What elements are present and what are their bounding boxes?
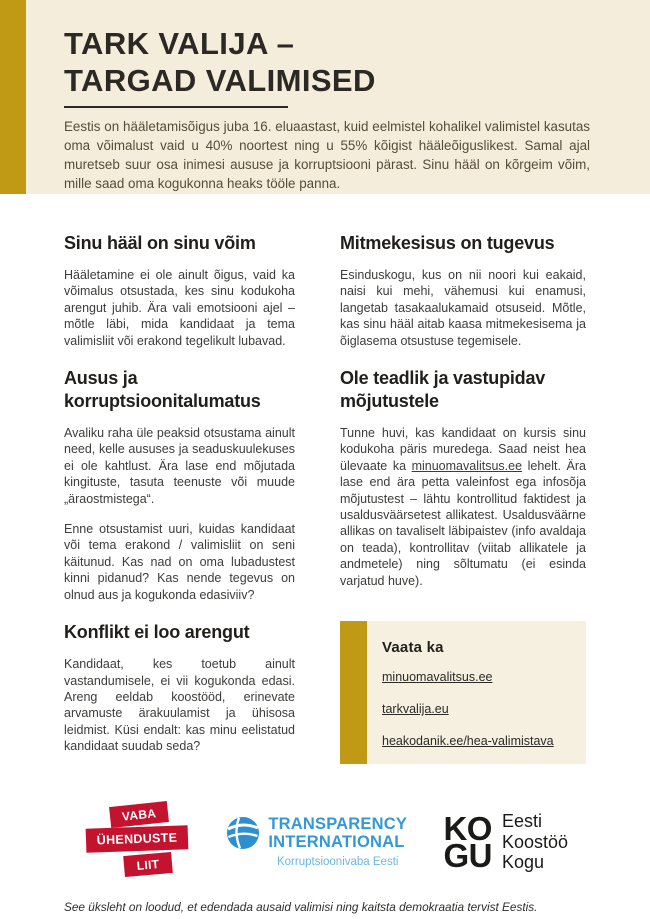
body-text: lehelt. Ära lase end ära petta valeinfost ega infosõja mõjutustest – lähtu kontrollitud faktidest ja usaldusväärsetest allikatest. Usaldusväärne allikas on tavaliselt läbipaistev (info avaldaja on teada), kontrollitav (viitab allikatele ja andmetele) ning sõltumatu (ei esinda varjatud huve). xyxy=(340,458,586,588)
header xyxy=(0,0,650,194)
partner-logos xyxy=(64,800,586,884)
section-heading: Ausus ja korruptsioonitalumatus xyxy=(64,368,261,412)
vaata-ka-heading: Vaata ka xyxy=(382,639,444,657)
section-body: Hääletamine ei ole ainult õigus, vaid ka võimalus otsustada, kes sinu kodukoha arengut juhib. Ära vali emotsiooni ajel – mõtle läbi, mida kandidaat ja tema valimisliit või erakond tegelikult lubavad. xyxy=(64,268,295,348)
section-sinu-haal xyxy=(64,232,295,349)
minuomavalitsus-inline-link[interactable]: minuomavalitsus.ee xyxy=(411,458,523,473)
gold-accent-bar xyxy=(0,0,26,194)
logo-name xyxy=(268,816,407,851)
minuomavalitsus-link[interactable]: minuomavalitsus.ee xyxy=(382,670,493,685)
section-body: Esinduskogu, kus on nii noori kui eakaid, naisi kui mehi, vähemusi kui enamusi, langetab tasakaalukamaid otsuseid. Mõtle, kas sinu hääl aitab kaasa mitmekesisema ja õiglasema otsustuse tegemisele. xyxy=(340,268,586,348)
logo-text xyxy=(502,811,568,873)
page-title-line1: TARK VALIJA – xyxy=(64,26,295,61)
list-item xyxy=(382,732,570,750)
intro-paragraph: Eestis on hääletamisõigus juba 16. eluaastast, kuid eelmistel kohalikel valimistel kasutas oma võimalust vaid u 40% noortest ning u 55% kõigist hääleõiguslikest. Samal ajal muretseb suur osa inimesi aususe ja korruptsiooni pärast. Sinu hääl on kõrgeim võim, mille saad oma kogukonna heaks tööle panna. xyxy=(64,119,590,191)
logo-name-line2: INTERNATIONAL xyxy=(268,832,405,851)
section-body: Kandidaat, kes toetub ainult vastandumisele, ei vii kogukonda edasi. Areng eeldab koostööd, erinevate arvamuste ärakuulamist ja ühisosa leidmist. Küsi endalt: kas minu eelistatud kandidaat suudab seda? xyxy=(64,657,295,754)
list-item xyxy=(382,668,570,686)
gold-accent-side xyxy=(340,621,367,764)
ribbon-band: LIIT xyxy=(123,852,173,877)
heakodanik-link[interactable]: heakodanik.ee/hea-valimistava xyxy=(382,734,554,749)
section-heading: Ole teadlik ja vastupidav mõjutustele xyxy=(340,368,546,412)
section-body: Enne otsustamist uuri, kuidas kandidaat või tema erakond / valimisliit on seni käitunud. Kas nad on oma lubadustest kinni pidanud? Kas nende tegevus on olnud aus ja kogukonda edasiviiv? xyxy=(64,522,295,602)
body-text: Tunne huvi, kas kandidaat on kursis sinu kodukoha päris muredega. Saad neist hea ülevaate ka xyxy=(340,426,586,473)
page-title-line2: TARGAD VALIMISED xyxy=(64,63,376,98)
logo-name-line1: TRANSPARENCY xyxy=(268,815,408,834)
ribbon-band: VABA xyxy=(109,801,169,828)
logo-subtitle: Korruptsioonivaba Eesti xyxy=(276,856,399,869)
transparency-international-logo xyxy=(226,816,407,868)
ribbon-band: ÜHENDUSTE xyxy=(86,825,189,853)
vaba-uhenduste-liit-logo xyxy=(84,800,190,884)
globe-icon xyxy=(226,816,260,855)
logo-monogram xyxy=(443,810,492,875)
section-heading: Konflikt ei loo arengut xyxy=(64,622,250,643)
list-item xyxy=(382,700,570,718)
page-title xyxy=(64,25,592,99)
section-heading: Mitmekesisus on tugevus xyxy=(340,233,555,253)
section-ausus xyxy=(64,367,295,603)
section-teadlik xyxy=(340,367,586,589)
tarkvalija-link[interactable]: tarkvalija.eu xyxy=(382,702,449,717)
logo-text-line3: Kogu xyxy=(501,852,544,873)
monogram-line2: GU xyxy=(443,837,492,875)
section-konflikt xyxy=(64,621,295,754)
section-body xyxy=(340,425,586,589)
title-underline xyxy=(64,106,288,108)
logo-text xyxy=(268,816,407,868)
logo-text-line2: Koostöö xyxy=(501,831,568,852)
section-body: Avaliku raha üle peaksid otsustama ainult need, kelle aususes ja seaduskuulekuses ei ole kahtlust. Ära lase end mõjutada kingituste, tasuta teenuste või muude „äraostmistega“. xyxy=(64,426,295,506)
monogram-line1: KO xyxy=(443,810,492,848)
vaata-ka-box xyxy=(340,621,586,764)
main-content xyxy=(0,194,650,764)
vaata-ka-link-list xyxy=(382,668,570,750)
content-grid xyxy=(64,194,586,764)
eesti-koostoo-kogu-logo xyxy=(443,811,568,873)
section-mitmekesisus xyxy=(340,232,586,349)
logo-text-line1: Eesti xyxy=(501,811,542,832)
section-heading: Sinu hääl on sinu võim xyxy=(64,233,256,253)
footer-note: See üksleht on loodud, et edendada ausaid valimisi ning kaitsta demokraatia tervist Eestis. xyxy=(64,900,538,915)
